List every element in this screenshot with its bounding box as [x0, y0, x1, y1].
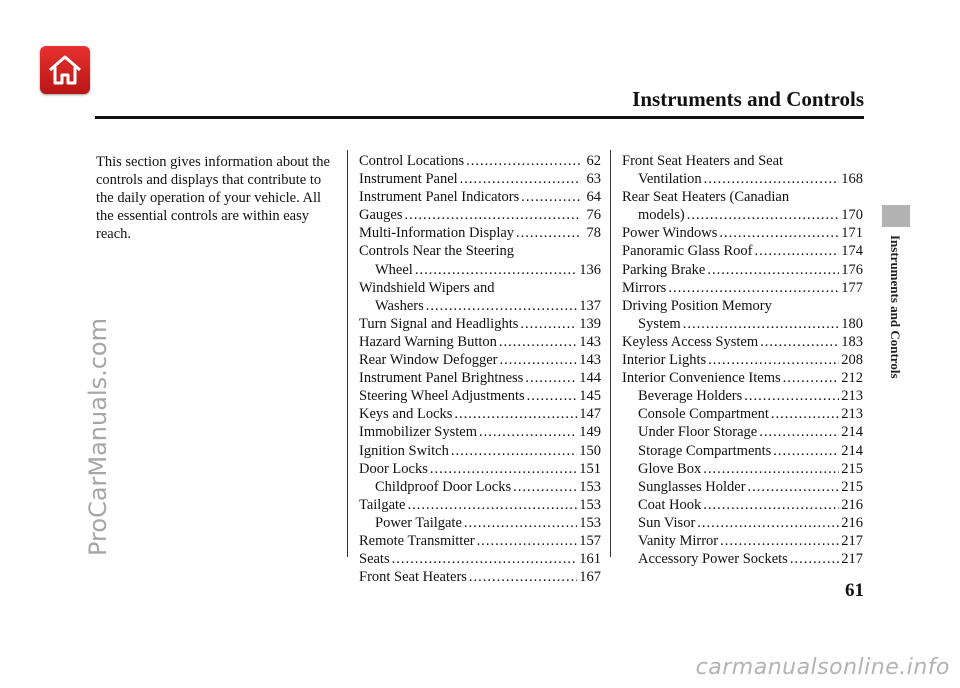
toc-page-number: 62	[586, 153, 601, 169]
dot-leader	[687, 206, 840, 224]
toc-entry-title: Accessory Power Sockets	[638, 551, 788, 568]
toc-page-number: 143	[579, 352, 601, 369]
dot-leader	[477, 532, 578, 550]
toc-column-2	[622, 152, 863, 568]
toc-entry-title: Keys and Locks	[359, 406, 453, 423]
toc-entry[interactable]	[359, 405, 601, 423]
dot-leader	[479, 423, 577, 441]
toc-entry-title: Multi-Information Display	[359, 225, 515, 242]
toc-subentry[interactable]	[622, 478, 863, 496]
toc-subentry[interactable]	[622, 405, 863, 423]
dot-leader	[719, 224, 839, 242]
toc-subentry[interactable]	[622, 442, 863, 460]
toc-page-number: 137	[579, 297, 601, 314]
toc-entry[interactable]	[622, 170, 863, 188]
toc-page-number: 64	[586, 189, 601, 206]
dot-leader	[748, 478, 840, 496]
toc-page-number: 76	[586, 207, 601, 224]
toc-heading-line[interactable]: Rear Seat Heaters (Canadian	[622, 189, 790, 206]
toc-page-number: 167	[579, 569, 601, 586]
toc-heading-line[interactable]: Driving Position Memory	[622, 297, 772, 314]
dot-leader	[744, 387, 839, 405]
dot-leader	[704, 170, 840, 188]
toc-page-number: 63	[586, 171, 601, 188]
dot-leader	[499, 333, 577, 351]
toc-entry-title: Sunglasses Holder	[638, 478, 746, 495]
toc-page-number: 216	[841, 496, 863, 513]
toc-page-number: 217	[841, 532, 863, 549]
toc-page-number: 180	[841, 315, 863, 332]
toc-entry-title: Door Locks	[359, 460, 428, 477]
dot-leader	[430, 460, 577, 478]
toc-entry-title: Wheel	[375, 261, 413, 278]
dot-leader	[754, 242, 839, 260]
toc-subentry[interactable]	[622, 387, 863, 405]
toc-entry[interactable]	[359, 369, 601, 387]
toc-page-number: 171	[841, 225, 863, 242]
watermark-bottom: carmanualsonline.info	[695, 655, 950, 680]
dot-leader	[697, 514, 839, 532]
toc-page-number: 153	[579, 496, 601, 513]
dot-leader	[790, 550, 839, 568]
toc-entry[interactable]	[359, 297, 601, 315]
toc-entry-title: Power Tailgate	[375, 514, 462, 531]
toc-entry-title: Beverage Holders	[638, 388, 743, 405]
dot-leader	[499, 351, 577, 369]
dot-leader	[773, 442, 839, 460]
toc-entry[interactable]	[359, 387, 601, 405]
toc-entry[interactable]	[359, 423, 601, 441]
toc-entry[interactable]	[622, 261, 863, 279]
toc-entry[interactable]	[622, 206, 863, 224]
toc-entry-title: Instrument Panel	[359, 171, 458, 188]
section-tab[interactable]	[882, 205, 910, 227]
toc-entry-title: Interior Lights	[622, 352, 707, 369]
toc-page-number: 215	[841, 460, 863, 477]
toc-entry-title: Under Floor Storage	[638, 424, 758, 441]
toc-page-number: 214	[841, 424, 863, 441]
toc-entry[interactable]	[359, 496, 601, 514]
toc-page-number: 161	[579, 551, 601, 568]
dot-leader	[708, 351, 839, 369]
toc-entry-title: Control Locations	[359, 153, 465, 169]
toc-entry-title: Hazard Warning Button	[359, 333, 497, 350]
toc-entry-title: Console Compartment	[638, 406, 769, 423]
dot-leader	[525, 369, 577, 387]
dot-leader	[783, 369, 840, 387]
toc-page-number: 78	[586, 225, 601, 242]
toc-page-number: 147	[579, 406, 601, 423]
column-divider	[347, 150, 348, 557]
page-number: 61	[845, 580, 864, 601]
toc-column-1	[359, 152, 601, 586]
home-button[interactable]	[40, 46, 90, 94]
toc-page-number: 174	[841, 243, 863, 260]
dot-leader	[521, 188, 581, 206]
dot-leader	[405, 206, 582, 224]
toc-page-number: 153	[579, 478, 601, 495]
toc-entry[interactable]	[359, 550, 601, 568]
toc-entry-title: Instrument Panel Brightness	[359, 370, 524, 387]
toc-page-number: 170	[841, 207, 863, 224]
toc-entry[interactable]	[359, 224, 601, 242]
dot-leader	[707, 261, 839, 279]
toc-entry[interactable]	[622, 279, 863, 297]
toc-page-number: 143	[579, 333, 601, 350]
toc-entry-title: Ventilation	[638, 171, 702, 188]
dot-leader	[460, 170, 581, 188]
toc-entry-title: Ignition Switch	[359, 442, 449, 459]
section-tab-label: Instruments and Controls	[888, 235, 903, 379]
dot-leader	[392, 550, 578, 568]
toc-entry-title: Glove Box	[638, 460, 702, 477]
toc-entry-title: Sun Visor	[638, 514, 696, 531]
toc-entry-title: Gauges	[359, 207, 403, 224]
dot-leader	[426, 297, 577, 315]
toc-entry[interactable]	[622, 333, 863, 351]
toc-entry-title: Panoramic Glass Roof	[622, 243, 753, 260]
toc-entry[interactable]	[359, 170, 601, 188]
page-title: Instruments and Controls	[632, 87, 864, 111]
dot-leader	[720, 532, 839, 550]
toc-subentry[interactable]	[622, 550, 863, 568]
toc-entry-title: Seats	[359, 551, 390, 568]
toc-subentry[interactable]	[622, 496, 863, 514]
toc-entry-title: Parking Brake	[622, 261, 706, 278]
toc-entry-title: Keyless Access System	[622, 333, 759, 350]
header-rule	[95, 116, 864, 119]
toc-page-number: 177	[841, 279, 863, 296]
dot-leader	[464, 514, 577, 532]
dot-leader	[771, 405, 839, 423]
dot-leader	[415, 261, 577, 279]
toc-entry-title: Washers	[375, 297, 424, 314]
toc-entry-title: Front Seat Heaters	[359, 569, 467, 586]
toc-entry-title: Turn Signal and Headlights	[359, 315, 519, 332]
toc-page-number: 144	[579, 370, 601, 387]
toc-entry[interactable]	[359, 351, 601, 369]
toc-entry-title: Vanity Mirror	[638, 532, 719, 549]
toc-entry[interactable]	[359, 152, 601, 170]
toc-page-number: 153	[579, 514, 601, 531]
dot-leader	[668, 279, 839, 297]
column-divider	[610, 150, 611, 557]
toc-entry-title: Instrument Panel Indicators	[359, 189, 520, 206]
toc-entry-title: Storage Compartments	[638, 442, 772, 459]
toc-entry[interactable]	[359, 532, 601, 550]
toc-entry[interactable]	[359, 188, 601, 206]
toc-subentry[interactable]	[622, 460, 863, 478]
toc-heading-line[interactable]: Windshield Wipers and	[359, 279, 495, 296]
toc-entry-title: Coat Hook	[638, 496, 702, 513]
dot-leader	[527, 387, 578, 405]
dot-leader	[683, 315, 840, 333]
dot-leader	[520, 315, 577, 333]
dot-leader	[466, 152, 581, 170]
toc-entry[interactable]	[622, 369, 863, 387]
toc-page-number: 139	[579, 315, 601, 332]
toc-entry[interactable]	[359, 206, 601, 224]
toc-entry-title: Power Windows	[622, 225, 718, 242]
watermark-left: ProCarManuals.com	[84, 317, 112, 557]
toc-subentry[interactable]	[622, 423, 863, 441]
dot-leader	[454, 405, 577, 423]
toc-entry[interactable]	[359, 460, 601, 478]
toc-page-number: 208	[841, 352, 863, 369]
toc-page-number: 136	[579, 261, 601, 278]
dot-leader	[469, 568, 577, 586]
toc-entry-title: Childproof Door Locks	[375, 478, 512, 495]
toc-page-number: 212	[841, 370, 863, 387]
dot-leader	[703, 460, 839, 478]
toc-entry-title: models)	[638, 207, 685, 224]
intro-text: This section gives information about the controls and displays that contribute to the daily operation of your vehicle. All the essential controls are within easy reach.	[96, 154, 330, 242]
toc-page-number: 215	[841, 478, 863, 495]
dot-leader	[759, 423, 839, 441]
toc-heading-line[interactable]: Front Seat Heaters and Seat	[622, 153, 784, 169]
toc-entry-title: Immobilizer System	[359, 424, 477, 441]
toc-page-number: 176	[841, 261, 863, 278]
toc-entry[interactable]	[359, 315, 601, 333]
toc-page-number: 149	[579, 424, 601, 441]
toc-entry[interactable]	[359, 568, 601, 586]
dot-leader	[408, 496, 578, 514]
dot-leader	[703, 496, 839, 514]
dot-leader	[513, 478, 577, 496]
toc-subentry[interactable]	[622, 514, 863, 532]
toc-page-number: 214	[841, 442, 863, 459]
home-icon	[46, 52, 84, 88]
toc-page-number: 213	[841, 388, 863, 405]
toc-entry-title: System	[638, 315, 681, 332]
toc-page-number: 150	[579, 442, 601, 459]
toc-page-number: 145	[579, 388, 601, 405]
toc-entry[interactable]	[622, 224, 863, 242]
dot-leader	[451, 442, 577, 460]
toc-page-number: 168	[841, 171, 863, 188]
toc-page-number: 213	[841, 406, 863, 423]
toc-entry-title: Interior Convenience Items	[622, 370, 781, 387]
toc-entry[interactable]	[622, 242, 863, 260]
toc-entry[interactable]	[359, 333, 601, 351]
toc-entry[interactable]	[359, 442, 601, 460]
dot-leader	[760, 333, 839, 351]
toc-page-number: 157	[579, 532, 601, 549]
toc-entry-title: Rear Window Defogger	[359, 352, 498, 369]
toc-entry[interactable]	[622, 351, 863, 369]
toc-entry-title: Mirrors	[622, 279, 667, 296]
toc-entry-title: Remote Transmitter	[359, 532, 475, 549]
toc-page-number: 217	[841, 551, 863, 568]
toc-entry-title: Tailgate	[359, 496, 406, 513]
toc-entry-title: Steering Wheel Adjustments	[359, 388, 525, 405]
toc-entry[interactable]	[359, 261, 601, 279]
toc-subentry[interactable]	[359, 478, 601, 496]
toc-heading-line[interactable]: Controls Near the Steering	[359, 243, 515, 260]
toc-subentry[interactable]	[622, 532, 863, 550]
dot-leader	[516, 224, 581, 242]
toc-entry[interactable]	[622, 315, 863, 333]
toc-subentry[interactable]	[359, 514, 601, 532]
toc-page-number: 151	[579, 460, 601, 477]
toc-page-number: 216	[841, 514, 863, 531]
toc-page-number: 183	[841, 333, 863, 350]
